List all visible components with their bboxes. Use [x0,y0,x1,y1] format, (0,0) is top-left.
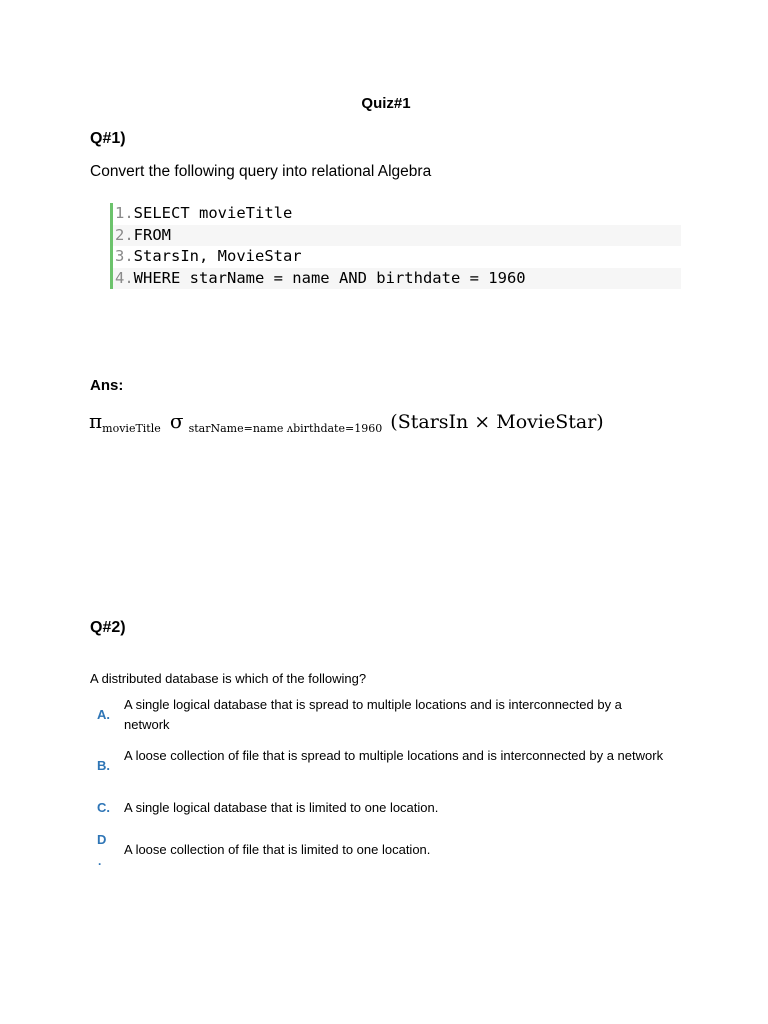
sql-code-block [110,203,681,289]
code-text: WHERE starName = name AND birthdate = 1960 [133,268,526,287]
code-text: SELECT movieTitle [133,204,293,222]
option-d-letter: D [97,832,107,847]
option-b-text: A loose collection of file that is spread to multiple locations and is interconnected by a network [124,748,664,763]
pi-subscript: movieTitle [102,422,161,435]
code-line [113,246,681,268]
pi-symbol: π [89,409,103,433]
question-2-text: A distributed database is which of the following? [90,671,367,686]
question-2-heading: Q#2) [90,619,126,636]
option-a-text: A single logical database that is spread to multiple locations and is interconnected by a network [124,697,622,732]
option-c-letter: C. [97,800,110,815]
sigma-subscript: starName=name ʌbirthdate=1960 [188,422,383,435]
question-1-heading: Q#1) [90,130,126,147]
line-number: 1. [115,204,134,222]
page-title: Quiz#1 [361,95,411,112]
code-text: StarsIn, MovieStar [133,247,302,265]
option-d-dot: . [98,854,102,868]
code-text: FROM [133,225,171,244]
answer-label: Ans: [90,377,124,394]
code-line [113,203,681,225]
line-number: 2. [115,225,134,244]
cartesian-product-expression: (StarsIn × MovieStar) [390,411,604,433]
line-number: 3. [115,247,134,265]
code-line [113,268,681,290]
option-d-text: A loose collection of file that is limited to one location. [124,842,431,857]
option-b-letter: B. [97,758,110,773]
sigma-symbol: σ [169,409,184,433]
line-number: 4. [115,268,134,287]
relational-algebra-answer [89,406,604,440]
option-a-letter: A. [97,707,110,722]
question-1-instruction: Convert the following query into relational Algebra [90,163,432,180]
code-line [113,225,681,247]
option-c-text: A single logical database that is limited to one location. [124,800,439,815]
